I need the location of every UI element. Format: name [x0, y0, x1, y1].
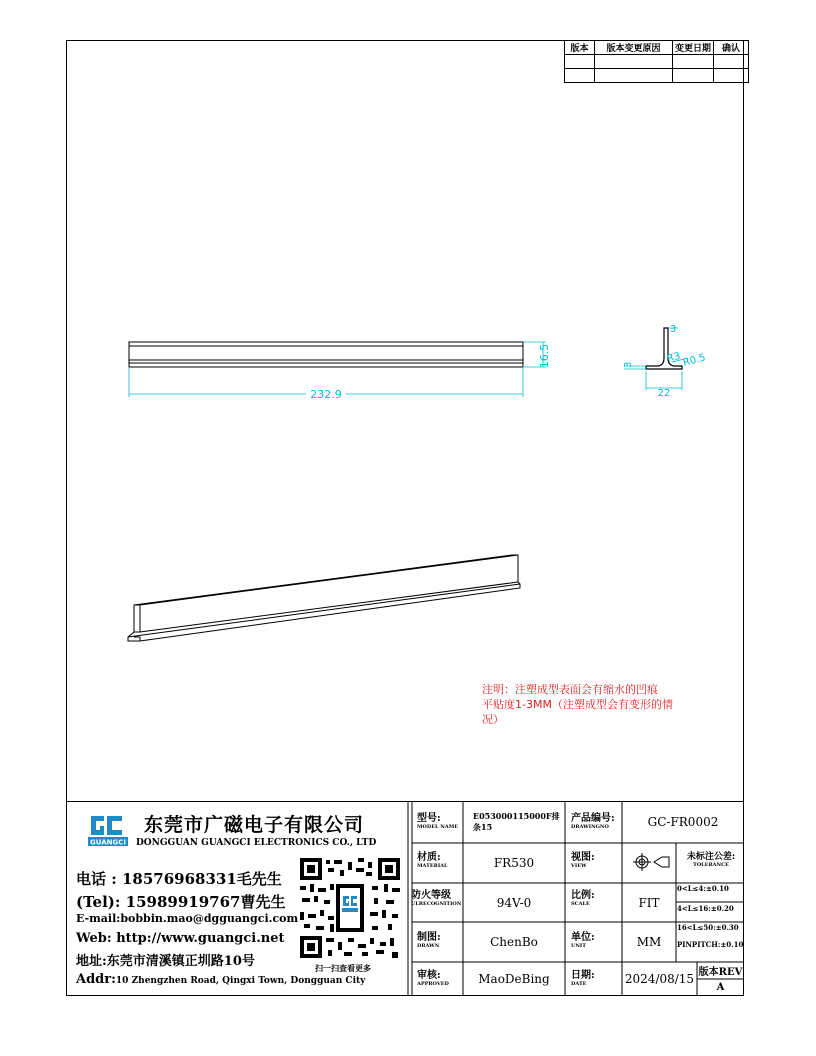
phone-2: (Tel): 15989919767曹先生: [76, 893, 286, 911]
view-sublabel: VIEW: [571, 863, 587, 869]
material-sublabel: MATERIAL: [417, 863, 448, 869]
date-sublabel: DATE: [571, 981, 587, 987]
dim-fillet-right: R0.5: [681, 352, 707, 369]
drawing-no-sublabel: DRAWINGNO: [571, 824, 609, 830]
scale-sublabel: SCALE: [571, 901, 590, 907]
material-label: 材质:: [417, 852, 441, 863]
rev-header-version: 版本: [565, 41, 595, 55]
rev-header-reason: 版本变更原因: [595, 41, 673, 55]
note-line-3: 况）: [482, 713, 504, 726]
email: E-mail:bobbin.mao@dgguangci.com: [76, 912, 299, 925]
rev-header-confirm: 确认: [714, 41, 749, 55]
qr-caption: 扫一扫查看更多: [315, 963, 371, 973]
model-value: E053000115000F排条15: [473, 811, 560, 832]
address-cn: 地址:东莞市清溪镇正圳路10号: [76, 954, 255, 969]
dim-top-thickness: 3: [670, 324, 677, 335]
logo-text: GUANGCI: [90, 838, 126, 847]
drawing-no-label: 产品编号:: [571, 813, 615, 824]
model-label: 型号:: [417, 813, 441, 824]
ul-sublabel: ULRECOGNITION: [411, 901, 462, 907]
address-en-prefix: Addr:: [76, 972, 116, 987]
company-name-cn: 东莞市广磁电子有限公司: [144, 814, 365, 836]
tolerance-title: 未标注公差:: [686, 852, 736, 862]
tolerance-3: 16<L≤50:±0.30: [677, 923, 739, 932]
phone-1: 电话 : 18576968331毛先生: [76, 870, 282, 888]
unit-label-group: [571, 932, 595, 949]
drawn-label-group: [417, 932, 441, 949]
drawn-label: 制图:: [417, 932, 441, 943]
scale-label: 比例:: [571, 890, 595, 901]
approved-label-group: [417, 970, 449, 987]
material-value: FR530: [493, 856, 535, 870]
ul-label-group: [411, 890, 461, 907]
drawing-no-value: GC-FR0002: [647, 815, 719, 829]
rev-header-date: 变更日期: [673, 41, 714, 55]
unit-label: 单位:: [571, 932, 595, 943]
dim-height: 16.5: [538, 343, 551, 369]
dim-length: 232.9: [310, 388, 342, 401]
scale-value: FIT: [638, 895, 660, 910]
tolerance-1: 0<L≤4:±0.10: [677, 884, 729, 893]
note-line-2: 平贴度1-3MM（注塑成型会有变形的情: [482, 698, 673, 711]
rev-label: 版本REV: [698, 967, 743, 978]
view-label: 视图:: [571, 852, 595, 863]
approved-label: 审核:: [417, 970, 441, 981]
dim-base-width: 22: [657, 388, 671, 399]
date-value: 2024/08/15: [624, 972, 695, 986]
unit-value: MM: [636, 935, 662, 949]
tolerance-4: PINPITCH:±0.10: [677, 940, 744, 949]
ul-value: 94V-0: [496, 895, 532, 910]
scale-label-group: [571, 890, 595, 907]
approved-value: MaoDeBing: [478, 972, 550, 986]
address-en: 10 Zhengzhen Road, Qingxi Town, Dongguan City: [115, 976, 366, 986]
ul-label: 防火等级: [411, 890, 451, 901]
dim-fillet-left: R3: [665, 350, 682, 365]
projection-symbol-icon: [632, 852, 670, 872]
website: Web: http://www.guangci.net: [76, 931, 285, 946]
drawing-no-label-group: [571, 813, 615, 830]
tolerance-sublabel: TOLERANCE: [693, 862, 729, 868]
tolerance-header: [678, 849, 744, 868]
date-label: 日期:: [571, 970, 595, 981]
note-line-1: 注明：注塑成型表面会有缩水的凹痕: [482, 683, 658, 696]
view-label-group: [571, 852, 595, 869]
dim-side-thickness: 3: [623, 361, 634, 368]
tolerance-2: 4<L≤16:±0.20: [677, 904, 734, 913]
unit-sublabel: UNIT: [571, 943, 586, 949]
model-sublabel: MODEL NAME: [417, 824, 459, 830]
drawn-sublabel: DRAWN: [417, 943, 440, 949]
rev-value: A: [716, 982, 725, 993]
material-label-group: [417, 852, 448, 869]
model-label-group: [417, 813, 458, 830]
date-label-group: [571, 970, 595, 987]
company-name-en: DONGGUAN GUANGCI ELECTRONICS CO., LTD: [136, 838, 377, 848]
drawn-value: ChenBo: [490, 935, 538, 949]
approved-sublabel: APPROVED: [417, 981, 449, 987]
